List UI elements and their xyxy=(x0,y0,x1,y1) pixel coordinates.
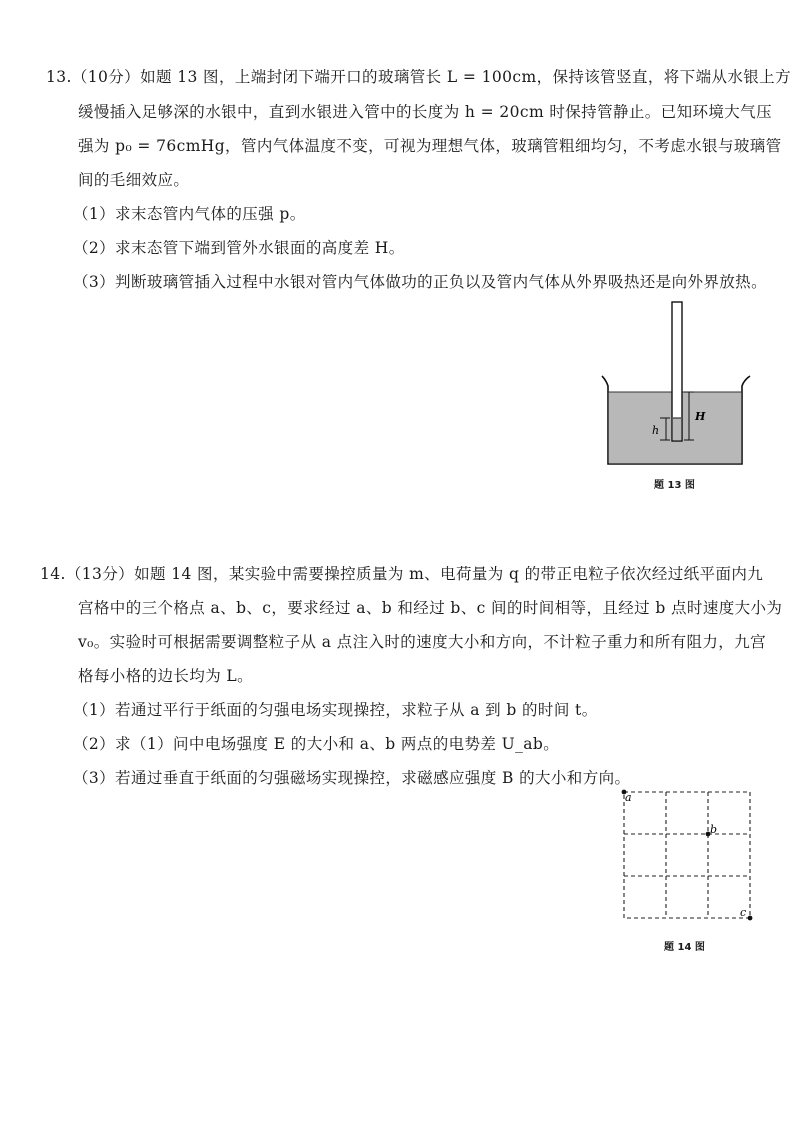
q14-figure-nine-grid xyxy=(616,786,760,928)
q13-subquestion-2: （2）求末态管下端到管外水银面的高度差 H。 xyxy=(73,239,405,257)
label-b: b xyxy=(710,823,718,836)
q14-subquestion-1: （1）若通过平行于纸面的匀强电场实现操控，求粒子从 a 到 b 的时间 t。 xyxy=(73,701,598,719)
q14-figure-caption: 题 14 图 xyxy=(664,942,705,953)
q13-subquestion-1: （1）求末态管内气体的压强 p。 xyxy=(73,205,306,223)
label-c: c xyxy=(740,906,747,919)
label-H: H xyxy=(695,410,706,423)
q14-stem-line-4: 格每小格的边长均为 L。 xyxy=(78,667,254,685)
label-h: h xyxy=(652,424,660,437)
grid-outer-border xyxy=(624,792,750,918)
label-a: a xyxy=(625,791,632,804)
q14-stem-line-1: 14.（13分）如题 14 图，某实验中需要操控质量为 m、电荷量为 q 的带正电粒子依次经过纸平面内九 xyxy=(40,565,764,583)
q14-stem-line-2: 宫格中的三个格点 a、b、c，要求经过 a、b 和经过 b、c 间的时间相等，且经过 b 点时速度大小为 xyxy=(78,599,783,617)
q13-stem-line-3: 强为 p₀ = 76cmHg，管内气体温度不变，可视为理想气体，玻璃管粗细均匀，不考虑水银与玻璃管 xyxy=(78,137,782,155)
q14-stem-line-3: v₀。实验时可根据需要调整粒子从 a 点注入时的速度大小和方向，不计粒子重力和所有阻力，九宫 xyxy=(78,633,766,651)
q13-figure-caption: 题 13 图 xyxy=(654,480,695,491)
point-c xyxy=(748,916,753,921)
q13-stem-line-2: 缓慢插入足够深的水银中，直到水银进入管中的长度为 h = 20cm 时保持管静止。已知环境大气压 xyxy=(78,103,772,121)
q14-subquestion-3: （3）若通过垂直于纸面的匀强磁场实现操控，求磁感应强度 B 的大小和方向。 xyxy=(73,769,631,787)
q13-stem-line-1: 13.（10分）如题 13 图，上端封闭下端开口的玻璃管长 L = 100cm，保持该管竖直，将下端从水银上方 xyxy=(46,68,791,86)
q13-subquestion-3: （3）判断玻璃管插入过程中水银对管内气体做功的正负以及管内气体从外界吸热还是向外界放热。 xyxy=(73,273,767,291)
q14-subquestion-2: （2）求（1）问中电场强度 E 的大小和 a、b 两点的电势差 U_ab。 xyxy=(73,735,560,753)
q13-figure-tube-in-mercury xyxy=(596,296,760,472)
mercury-in-tube xyxy=(673,418,681,440)
q13-stem-line-4: 间的毛细效应。 xyxy=(78,171,190,189)
